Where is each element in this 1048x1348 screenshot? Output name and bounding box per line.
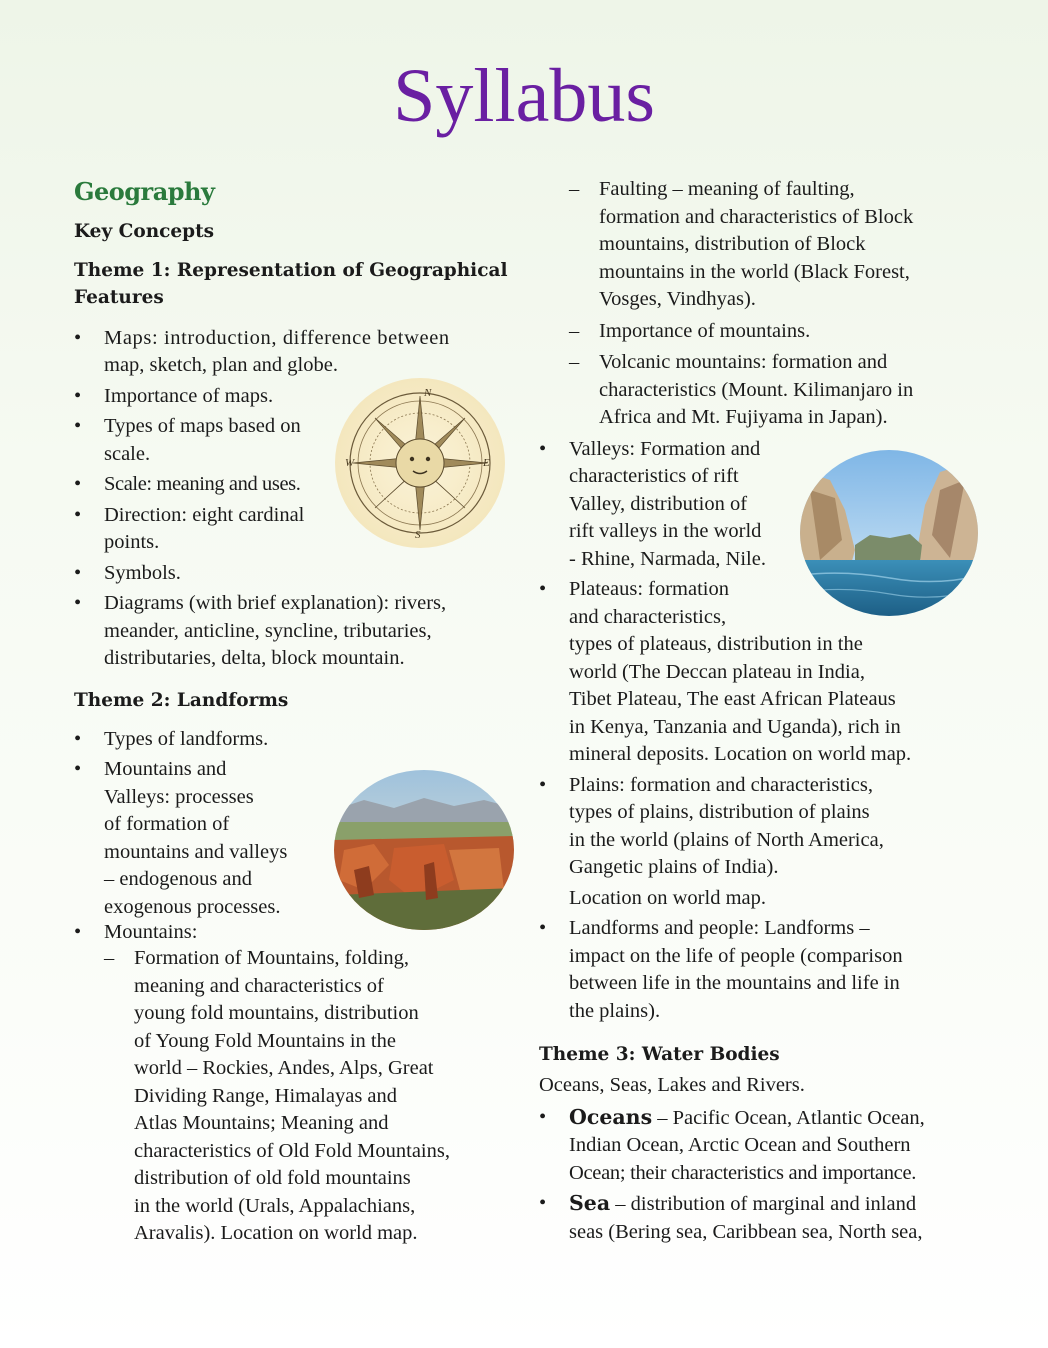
line: Importance of mountains. [599, 319, 811, 342]
list-item [539, 915, 979, 1025]
bullet-mark: • [539, 773, 547, 796]
bullet-mark: • [74, 592, 82, 614]
line: Dividing Range, Himalayas and [134, 1084, 398, 1107]
line: the plains). [569, 999, 661, 1022]
dash-item [539, 176, 979, 314]
theme2-heading: Theme 2: Landforms [74, 689, 289, 711]
line: Plateaus: formation [569, 578, 729, 600]
line: between life in the mountains and life in [569, 972, 900, 994]
bullet-mark: • [539, 1105, 547, 1128]
line: mountains and valleys [104, 840, 288, 863]
line: Africa and Mt. Fujiyama in Japan). [599, 406, 888, 428]
line: of formation of [104, 813, 230, 835]
line: Diagrams (with brief explanation): rivers, [104, 592, 447, 614]
line: mountains, distribution of Block [599, 233, 866, 255]
list-item [74, 590, 514, 673]
list-item [539, 772, 979, 882]
line: mineral deposits. Location on world map. [569, 743, 912, 765]
line: Importance of maps. [104, 384, 274, 407]
line: exogenous processes. [104, 895, 281, 918]
bullet-mark: • [539, 1192, 547, 1214]
bullet-mark: • [74, 326, 82, 349]
compass-letter-e: E [483, 457, 490, 469]
line: Symbols. [104, 561, 181, 584]
line: Mountains and [104, 758, 227, 780]
list-item [74, 726, 514, 754]
line: Atlas Mountains; Meaning and [134, 1112, 389, 1134]
bullet-mark: • [539, 578, 547, 600]
line: of Young Fold Mountains in the [134, 1029, 396, 1052]
dash-mark: – [104, 947, 115, 969]
theme3-intro: Oceans, Seas, Lakes and Rivers. [539, 1074, 805, 1096]
valley-photo [800, 450, 978, 616]
line: and characteristics, [569, 605, 727, 628]
line: distribution of old fold mountains [134, 1167, 411, 1189]
line: Volcanic mountains: formation and [599, 351, 888, 373]
dash-mark: – [569, 178, 580, 200]
line: impact on the life of people (comparison [569, 944, 903, 967]
line: scale. [104, 442, 151, 465]
line: Valleys: processes [104, 785, 254, 808]
line: – Pacific Ocean, Atlantic Ocean, [652, 1106, 925, 1129]
line: rift valleys in the world [569, 520, 762, 542]
line: Aravalis). Location on world map. [134, 1222, 418, 1244]
dash-item [74, 945, 514, 1248]
line: mountains in the world (Black Forest, [599, 260, 910, 283]
line: types of plains, distribution of plains [569, 801, 870, 823]
line: Maps: introduction, difference between [104, 326, 450, 349]
line: characteristics of Old Fold Mountains, [134, 1139, 450, 1162]
bullet-mark: • [74, 921, 82, 943]
line: meander, anticline, syncline, tributaries, [104, 619, 432, 642]
list-item [539, 1104, 979, 1188]
line: characteristics of rift [569, 465, 739, 487]
dash-item [539, 318, 979, 346]
page-title: Syllabus [393, 54, 655, 138]
line: Types of maps based on [104, 415, 301, 437]
line: Faulting – meaning of faulting, [599, 178, 855, 200]
plains-location: Location on world map. [569, 886, 766, 909]
line: Gangetic plains of India). [569, 856, 779, 878]
compass-letter-n: N [424, 387, 432, 399]
bullet-mark: • [74, 503, 82, 526]
line: Valleys: Formation and [569, 437, 761, 460]
line: Vosges, Vindhyas). [599, 288, 756, 310]
line: Valley, distribution of [569, 492, 748, 515]
bullet-mark: • [74, 727, 82, 750]
key-concepts-heading: Key Concepts [74, 220, 215, 242]
subject-heading: Geography [74, 177, 215, 206]
line: in Kenya, Tanzania and Uganda), rich in [569, 715, 901, 738]
line: in the world (Urals, Appalachians, [134, 1194, 416, 1217]
line: – distribution of marginal and inland [610, 1193, 917, 1215]
line: points. [104, 531, 160, 553]
line: Scale: meaning and uses. [104, 473, 301, 495]
bullet-mark: • [539, 437, 547, 460]
line: Indian Ocean, Arctic Ocean and Southern [569, 1134, 911, 1156]
left-column [74, 176, 514, 1251]
bullet-mark: • [74, 473, 82, 495]
line: young fold mountains, distribution [134, 1002, 419, 1024]
theme3-heading: Theme 3: Water Bodies [539, 1044, 780, 1065]
line: – endogenous and [104, 868, 253, 890]
line: Landforms and people: Landforms – [569, 917, 870, 939]
line: Plains: formation and characteristics, [569, 773, 873, 796]
line: Mountains: [104, 921, 198, 943]
line: in the world (plains of North America, [569, 828, 884, 851]
canyon-landscape-image [334, 770, 514, 930]
line: meaning and characteristics of [134, 974, 384, 997]
line: world – Rockies, Andes, Alps, Great [134, 1057, 434, 1079]
theme1-heading [74, 257, 514, 311]
canyon-photo [334, 770, 514, 930]
line: Ocean; their characteristics and importance. [569, 1161, 917, 1184]
compass-icon [335, 378, 505, 548]
list-item [539, 1190, 979, 1246]
dash-item [539, 349, 979, 432]
theme1-heading-line2: Features [74, 286, 164, 308]
bullet-mark: • [539, 917, 547, 939]
compass-rose-image [335, 378, 505, 548]
line: distributaries, delta, block mountain. [104, 647, 405, 669]
dash-mark: – [569, 319, 580, 342]
line: Tibet Plateau, The east African Plateaus [569, 688, 896, 710]
list-item [74, 560, 514, 588]
compass-letter-w: W [345, 457, 355, 469]
theme1-heading-line1: Theme 1: Representation of Geographical [74, 259, 508, 281]
line: map, sketch, plan and globe. [104, 354, 338, 376]
bullet-mark: • [74, 384, 82, 407]
bullet-mark: • [74, 415, 82, 437]
line: types of plateaus, distribution in the [569, 633, 863, 655]
bullet-mark: • [74, 758, 82, 780]
line: formation and characteristics of Block [599, 205, 914, 228]
bullet-mark: • [74, 561, 82, 584]
line: Formation of Mountains, folding, [134, 947, 410, 969]
right-column [539, 176, 979, 1249]
dash-mark: – [569, 351, 580, 373]
oceans-label: Oceans [569, 1104, 653, 1129]
rift-valley-image [800, 450, 978, 616]
list-item [74, 325, 514, 380]
line: Direction: eight cardinal [104, 503, 305, 526]
line: - Rhine, Narmada, Nile. [569, 547, 766, 570]
sea-label: Sea [569, 1191, 611, 1215]
line: characteristics (Mount. Kilimanjaro in [599, 378, 914, 401]
line: seas (Bering sea, Caribbean sea, North sea, [569, 1220, 923, 1243]
line: Types of landforms. [104, 727, 269, 750]
compass-letter-s: S [415, 529, 421, 541]
line: world (The Deccan plateau in India, [569, 660, 865, 683]
